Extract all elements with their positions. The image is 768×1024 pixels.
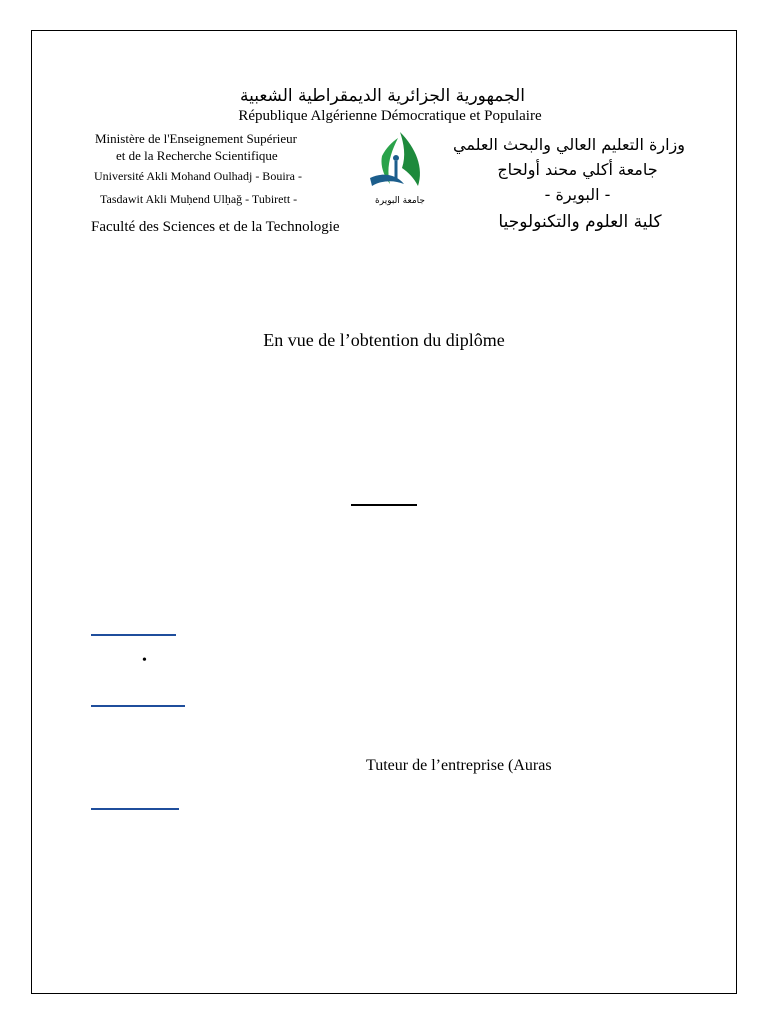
arabic-faculty: كلية العلوم والتكنولوجيا	[498, 212, 662, 232]
header-french-republic: République Algérienne Démocratique et Populaire	[238, 108, 542, 124]
french-ministry-line1: Ministère de l'Enseignement Supérieur	[95, 131, 297, 146]
university-logo	[360, 128, 440, 208]
french-faculty: Faculté des Sciences et de la Technologie	[91, 219, 340, 235]
arabic-university: جامعة أكلي محند أولحاج	[497, 160, 658, 179]
university-logo-icon	[360, 128, 440, 208]
arabic-ministry: وزارة التعليم العالي والبحث العلمي	[453, 135, 685, 154]
company-tutor-label: Tuteur de l’entreprise (Auras	[366, 757, 552, 774]
blank-underline-2	[91, 705, 185, 707]
header-arabic-republic: الجمهورية الجزائرية الديمقراطية الشعبية	[239, 86, 525, 106]
blank-underline-1	[91, 634, 176, 636]
center-divider	[351, 504, 417, 506]
blank-underline-3	[91, 808, 179, 810]
svg-text:جامعة البويرة: جامعة البويرة	[375, 196, 425, 206]
diploma-heading: En vue de l’obtention du diplôme	[263, 330, 505, 350]
bullet-marker: •	[142, 653, 147, 668]
french-ministry-line2: et de la Recherche Scientifique	[116, 148, 278, 163]
arabic-city: - البويرة -	[544, 185, 611, 204]
french-university: Université Akli Mohand Oulhadj - Bouira -	[94, 169, 302, 183]
kabyle-university: Tasdawit Akli Muḥend Ulḥağ - Tubirett -	[100, 192, 298, 206]
